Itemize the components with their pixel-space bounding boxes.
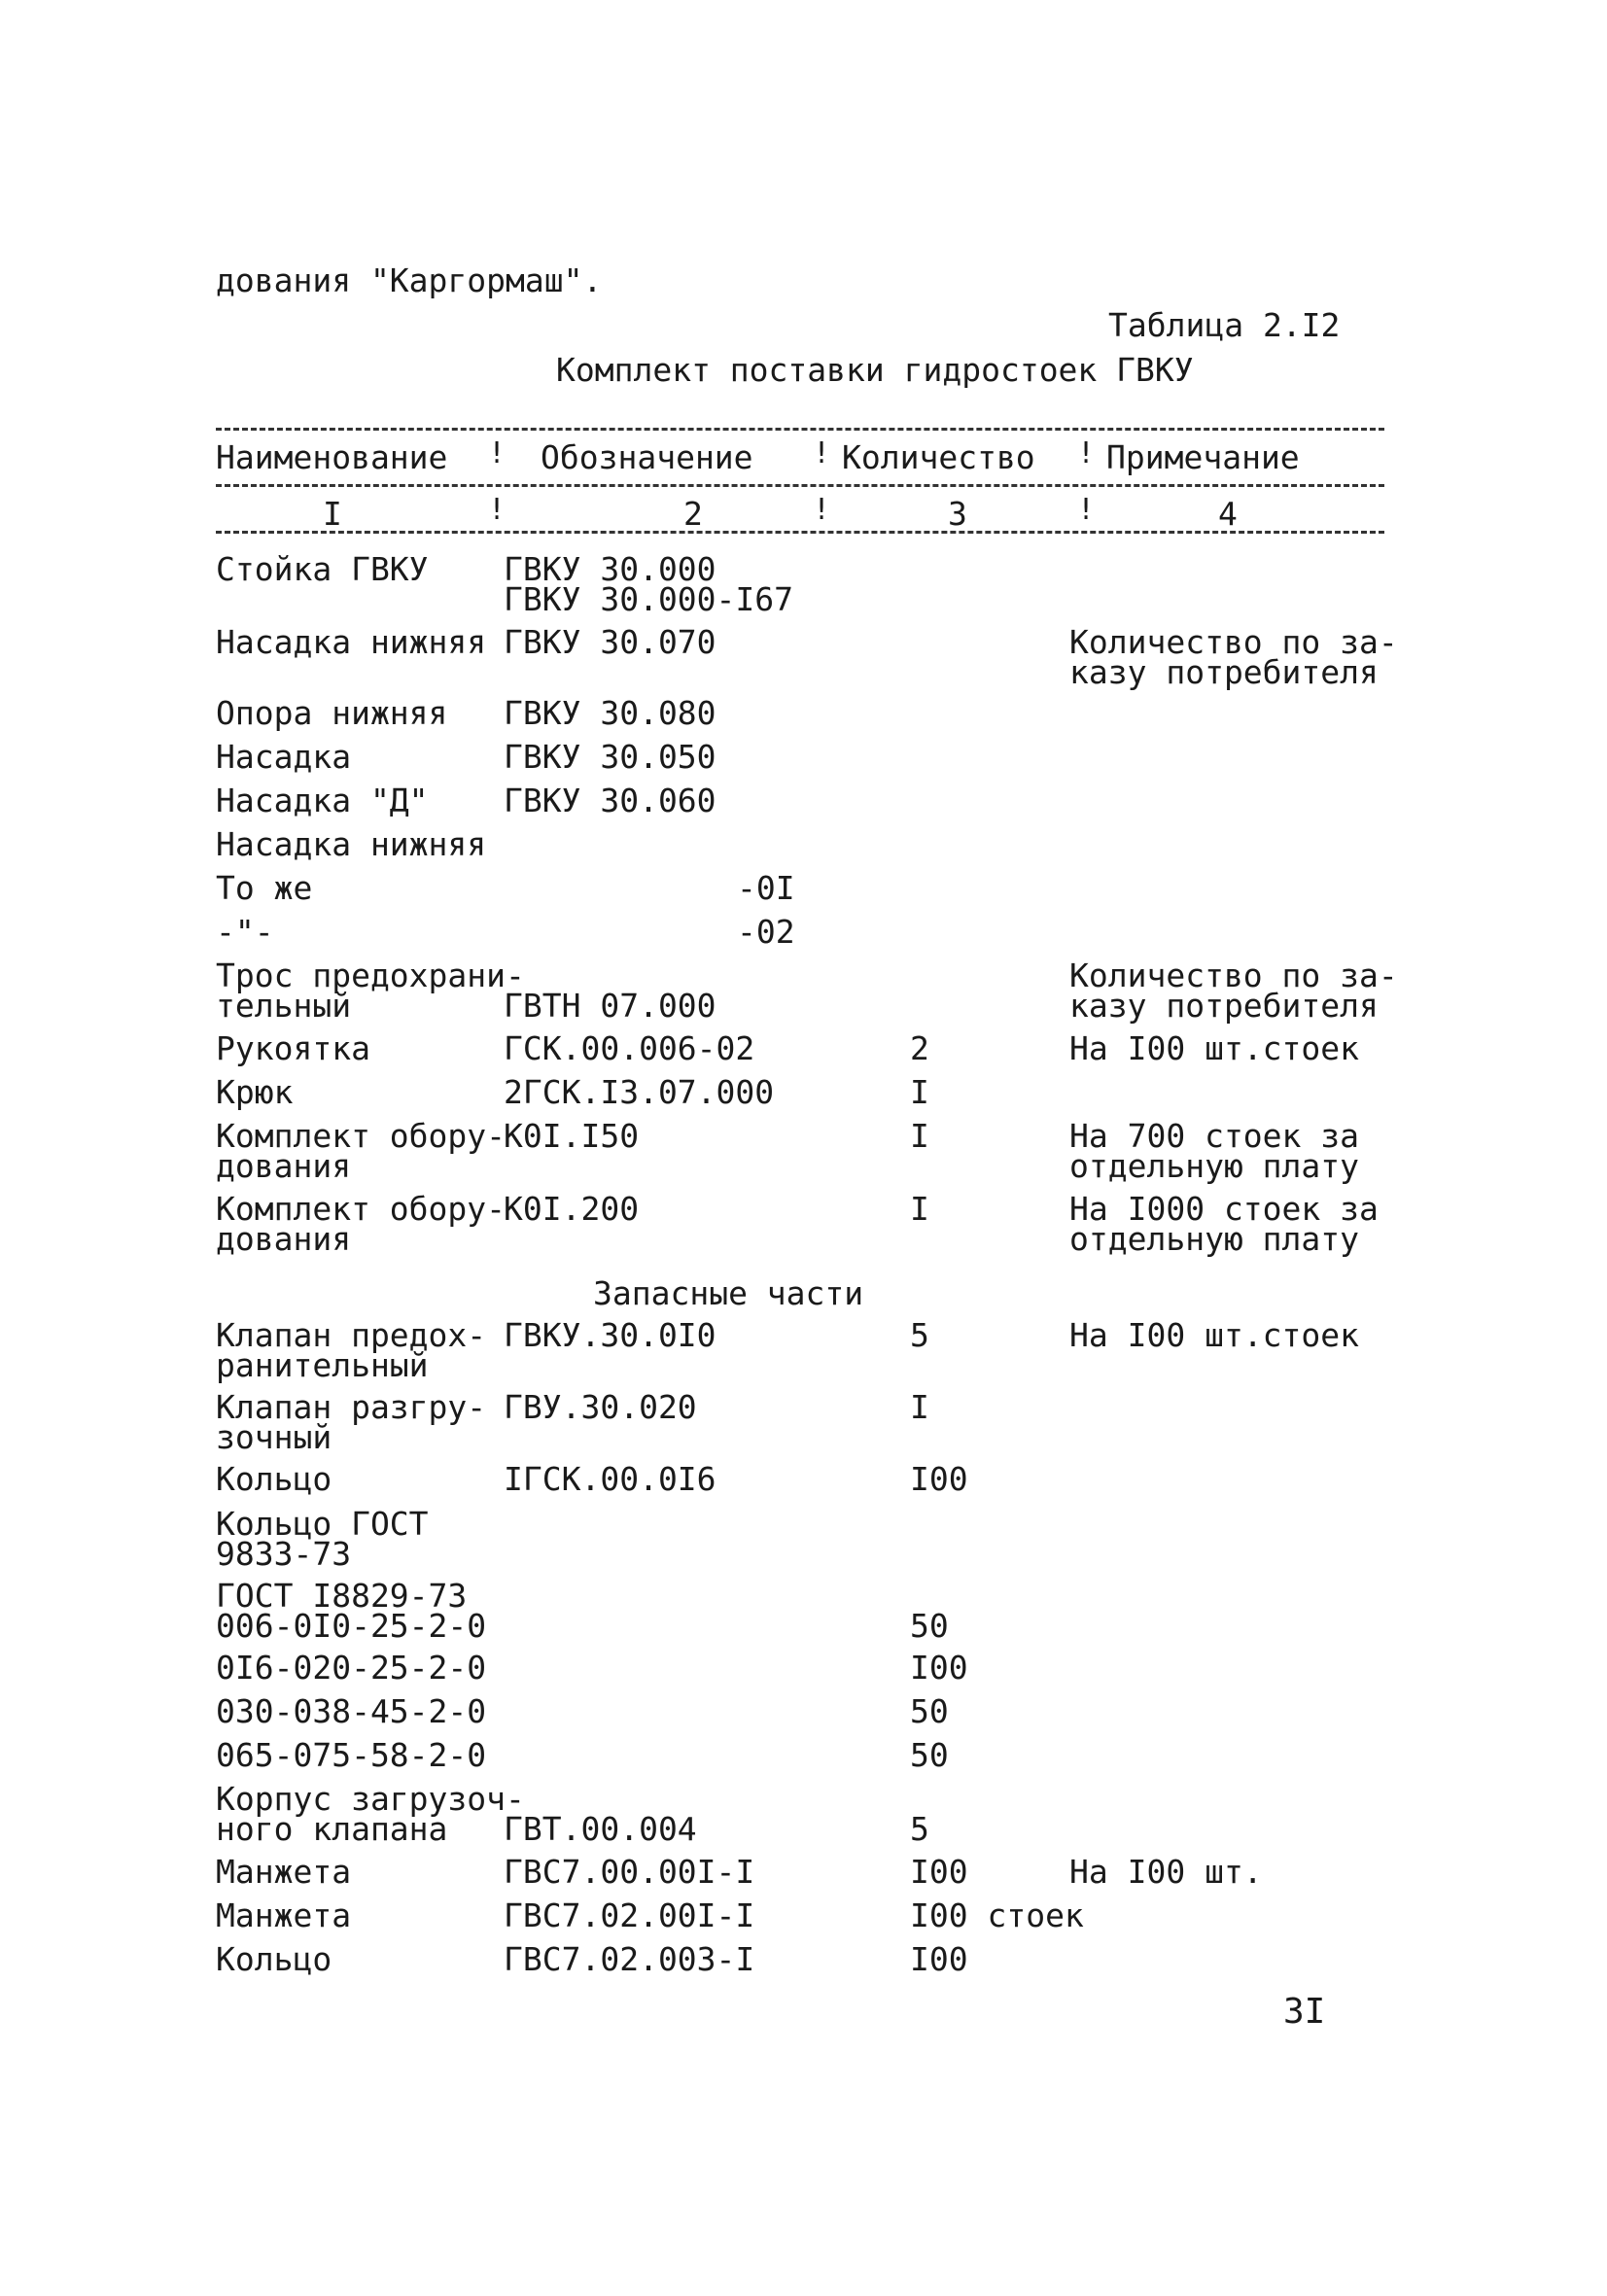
cell-note: На I000 стоек за отдельную плату	[1069, 1190, 1379, 1258]
cell-name: ГОСТ I8829-73 006-0I0-25-2-0	[216, 1577, 487, 1645]
col-sep: !	[1077, 493, 1096, 527]
cell-code: -02	[737, 913, 795, 951]
cell-qty: I	[910, 1190, 929, 1228]
cell-name: Клапан разгру- зочный	[216, 1388, 487, 1456]
cell-name: Клапан предох- ранительный	[216, 1316, 487, 1384]
cell-name: Опора нижняя	[216, 694, 448, 732]
cell-code: ГВС7.02.003-I	[504, 1940, 755, 1978]
cell-code: ГВТ.00.004	[504, 1810, 697, 1848]
cell-code: -0I	[737, 869, 795, 907]
cell-name: Крюк	[216, 1073, 294, 1111]
colnum-2: 2	[683, 495, 703, 533]
col-sep: !	[1077, 436, 1096, 470]
header-note: Примечание	[1106, 438, 1300, 476]
cell-qty: I00	[910, 1940, 968, 1978]
cell-qty: I00	[910, 1460, 968, 1498]
cell-qty: I00	[910, 1649, 968, 1687]
intro-line: дования "Каргормаш".	[216, 261, 603, 299]
cell-qty: I00 стоек	[910, 1896, 1084, 1934]
cell-code: IГСК.00.0I6	[504, 1460, 716, 1498]
cell-qty: 2	[910, 1029, 929, 1067]
cell-name: 0I6-020-25-2-0	[216, 1649, 487, 1687]
colnum-3: 3	[948, 495, 967, 533]
header-qty: Количество	[842, 438, 1035, 476]
cell-name: 030-038-45-2-0	[216, 1692, 487, 1730]
cell-code: K0I.200	[504, 1190, 640, 1228]
cell-note: На 700 стоек за отдельную плату	[1069, 1117, 1360, 1185]
colnum-4: 4	[1218, 495, 1238, 533]
cell-note: На I00 шт.стоек	[1069, 1029, 1360, 1067]
cell-qty: I	[910, 1117, 929, 1155]
cell-name: Кольцо ГОСТ 9833-73	[216, 1505, 429, 1573]
cell-code: ГВКУ 30.050	[504, 738, 716, 776]
cell-code: ГВС7.02.00I-I	[504, 1896, 755, 1934]
cell-code: ГВКУ 30.060	[504, 782, 716, 819]
header-name: Наименование	[216, 438, 448, 476]
cell-name: Рукоятка	[216, 1029, 370, 1067]
cell-name: Насадка нижняя	[216, 825, 487, 863]
cell-qty: 5	[910, 1810, 929, 1848]
header-code: Обозначение	[541, 438, 753, 476]
col-sep: !	[813, 436, 831, 470]
cell-note: На I00 шт.стоек	[1069, 1316, 1360, 1354]
cell-note: Количество по за- казу потребителя	[1069, 957, 1398, 1025]
cell-name: Кольцо	[216, 1460, 332, 1498]
cell-name: Насадка	[216, 738, 352, 776]
cell-code: ГВТН 07.000	[504, 987, 716, 1025]
cell-name: Манжета	[216, 1853, 352, 1891]
cell-name: Кольцо	[216, 1940, 332, 1978]
table-title: Комплект поставки гидростоек ГВКУ	[556, 351, 1194, 389]
cell-qty: 50	[910, 1692, 949, 1730]
cell-name: Стойка ГВКУ	[216, 550, 429, 588]
cell-note: Количество по за- казу потребителя	[1069, 623, 1398, 691]
cell-name: 065-075-58-2-0	[216, 1736, 487, 1774]
cell-qty: 50	[910, 1607, 949, 1645]
cell-code: ГВКУ.30.0I0	[504, 1316, 716, 1354]
cell-name: Трос предохрани- тельный	[216, 957, 525, 1025]
cell-name: То же	[216, 869, 313, 907]
cell-name: Комплект обору- дования	[216, 1190, 507, 1258]
cell-qty: I00	[910, 1853, 968, 1891]
cell-qty: 50	[910, 1736, 949, 1774]
cell-name: Насадка нижняя	[216, 623, 487, 661]
rule-bottom	[216, 531, 1384, 534]
cell-code: ГВС7.00.00I-I	[504, 1853, 755, 1891]
cell-name: Корпус загрузоч- ного клапана	[216, 1780, 525, 1848]
rule-mid	[216, 484, 1384, 487]
cell-qty: 5	[910, 1316, 929, 1354]
cell-code: ГВКУ 30.000 ГВКУ 30.000-I67	[504, 550, 794, 618]
col-sep: !	[488, 493, 507, 527]
cell-name: Насадка "Д"	[216, 782, 429, 819]
cell-qty: I	[910, 1073, 929, 1111]
cell-code: K0I.I50	[504, 1117, 640, 1155]
cell-qty: I	[910, 1388, 929, 1426]
cell-code: ГВУ.30.020	[504, 1388, 697, 1426]
page-number: 3I	[1283, 1992, 1326, 2032]
col-sep: !	[488, 436, 507, 470]
section-title: Запасные части	[593, 1274, 864, 1312]
cell-code: ГСК.00.006-02	[504, 1029, 755, 1067]
cell-name: Манжета	[216, 1896, 352, 1934]
rule-top	[216, 428, 1384, 431]
cell-note: На I00 шт.	[1069, 1853, 1263, 1891]
cell-name: Комплект обору- дования	[216, 1117, 507, 1185]
col-sep: !	[813, 493, 831, 527]
cell-name: -"-	[216, 913, 274, 951]
cell-code: 2ГСК.I3.07.000	[504, 1073, 775, 1111]
table-label: Таблица 2.I2	[1108, 306, 1341, 344]
colnum-1: I	[323, 495, 342, 533]
cell-code: ГВКУ 30.080	[504, 694, 716, 732]
cell-code: ГВКУ 30.070	[504, 623, 716, 661]
